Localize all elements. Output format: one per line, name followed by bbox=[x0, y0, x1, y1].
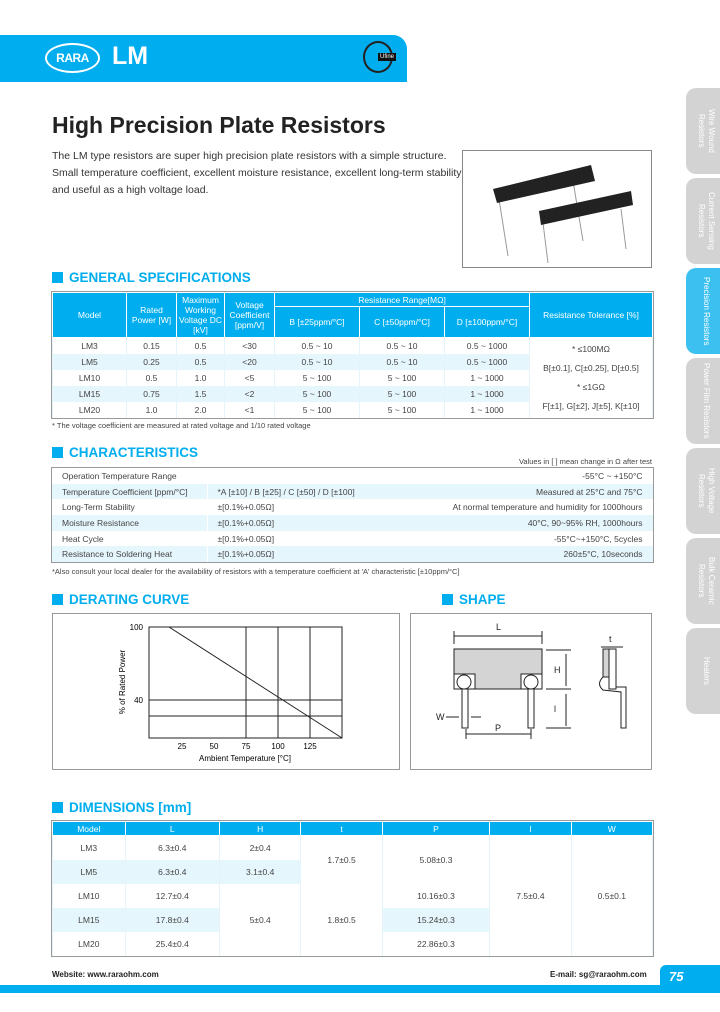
table-cell: LM10 bbox=[53, 370, 127, 386]
tolerance-cell bbox=[530, 338, 653, 418]
table-row bbox=[52, 484, 653, 500]
side-tab[interactable]: Power Film Resistors bbox=[686, 358, 720, 444]
table-cell: LM5 bbox=[53, 354, 127, 370]
table-row bbox=[52, 515, 653, 531]
table-cell: 40°C, 90~95% RH, 1000hours bbox=[398, 515, 652, 531]
dim-label-L: L bbox=[496, 622, 502, 632]
characteristics-note: *Also consult your local dealer for the availability of resistors with a temperature coefficient at 'A' characteristic [±10ppm/°C] bbox=[52, 567, 460, 576]
dimensions-heading bbox=[52, 800, 191, 815]
cell-t: 1.8±0.5 bbox=[301, 884, 382, 956]
side-tab[interactable]: Current Sensing Resistors bbox=[686, 178, 720, 264]
table-cell: <20 bbox=[225, 354, 275, 370]
tolerance-line: * ≤1GΩ bbox=[576, 381, 606, 392]
cell-W: 0.5±0.1 bbox=[571, 836, 652, 956]
table-cell: 0.25 bbox=[127, 354, 177, 370]
cell-P: 22.86±0.3 bbox=[382, 932, 490, 956]
table-cell: *A [±10] / B [±25] / C [±50] / D [±100] bbox=[207, 484, 398, 500]
xtick: 25 bbox=[177, 742, 187, 751]
cell-model: LM5 bbox=[53, 860, 126, 884]
col-model: Model bbox=[53, 293, 127, 338]
cell-t: 1.7±0.5 bbox=[301, 836, 382, 884]
table-cell: 5 ~ 100 bbox=[275, 386, 360, 402]
col-header: P bbox=[382, 822, 490, 836]
table-cell: 5 ~ 100 bbox=[275, 370, 360, 386]
table-cell: 1.0 bbox=[177, 370, 225, 386]
table-cell: 1 ~ 1000 bbox=[445, 386, 530, 402]
table-cell: Long-Term Stability bbox=[52, 499, 207, 515]
table-cell: 5 ~ 100 bbox=[360, 402, 445, 418]
heading-text: DIMENSIONS [mm] bbox=[69, 800, 192, 815]
ytick-100: 100 bbox=[129, 623, 143, 632]
table-cell: Moisture Resistance bbox=[52, 515, 207, 531]
xtick: 125 bbox=[303, 742, 317, 751]
table-cell: ±[0.1%+0.05Ω] bbox=[217, 533, 275, 544]
table-cell: 0.5 ~ 1000 bbox=[445, 338, 530, 354]
table-cell: 1.0 bbox=[127, 402, 177, 418]
table-cell: 5 ~ 100 bbox=[360, 370, 445, 386]
page-number: 75 bbox=[660, 965, 720, 993]
brand-logo: RARA bbox=[45, 43, 100, 73]
side-tab[interactable]: Wire Wound Resistors bbox=[686, 88, 720, 174]
cell-L: 6.3±0.4 bbox=[125, 860, 219, 884]
square-bullet-icon bbox=[52, 802, 63, 813]
footer-website: Website: www.raraohm.com bbox=[52, 970, 159, 979]
table-cell: Measured at 25°C and 75°C bbox=[398, 484, 652, 500]
footer-bar bbox=[0, 985, 720, 993]
cell-model: LM3 bbox=[53, 836, 126, 860]
col-c: C [±50ppm/°C] bbox=[360, 307, 445, 338]
col-header: t bbox=[301, 822, 382, 836]
table-cell: ±[0.1%+0.05Ω] bbox=[207, 515, 398, 531]
cell-H: 2±0.4 bbox=[220, 836, 301, 860]
dim-label-W: W bbox=[436, 712, 445, 722]
heading-text: CHARACTERISTICS bbox=[69, 445, 199, 460]
derating-line bbox=[169, 627, 342, 738]
table-cell: 0.15 bbox=[127, 338, 177, 354]
product-photo bbox=[462, 150, 652, 268]
table-row bbox=[53, 338, 653, 354]
table-cell: ±[0.1%+0.05Ω] bbox=[217, 502, 275, 513]
cell-model: LM20 bbox=[53, 932, 126, 956]
table-cell: 0.5 ~ 10 bbox=[275, 338, 360, 354]
shape-heading bbox=[442, 592, 506, 607]
table-cell: 0.5 ~ 10 bbox=[360, 354, 445, 370]
table-cell: 5 ~ 100 bbox=[360, 386, 445, 402]
col-vcoef: Voltage Coefficient [ppm/V] bbox=[225, 293, 275, 338]
table-cell: <30 bbox=[225, 338, 275, 354]
side-tab[interactable]: High Voltage Resistors bbox=[686, 448, 720, 534]
cell-P: 15.24±0.3 bbox=[382, 908, 490, 932]
y-axis-label: % of Rated Power bbox=[118, 649, 127, 715]
table-cell: 1.5 bbox=[177, 386, 225, 402]
square-bullet-icon bbox=[442, 594, 453, 605]
col-voltage: Maximum Working Voltage DC [kV] bbox=[177, 293, 225, 338]
heading-text: GENERAL SPECIFICATIONS bbox=[69, 270, 251, 285]
dim-label-H: H bbox=[554, 665, 561, 675]
cell-L: 6.3±0.4 bbox=[125, 836, 219, 860]
table-cell: ±[0.1%+0.05Ω] bbox=[207, 546, 398, 562]
footer-email: E-mail: sg@raraohm.com bbox=[550, 970, 647, 979]
col-b: B [±25ppm/°C] bbox=[275, 307, 360, 338]
cell-H: 5±0.4 bbox=[220, 884, 301, 956]
intro-text: The LM type resistors are super high precision plate resistors with a simple structure. Small temperature coefficient, excellent moisture resistance, excellent long-term stability and useful as a high voltage load. bbox=[52, 150, 462, 196]
ytick-40: 40 bbox=[134, 696, 143, 705]
shape-diagram bbox=[410, 613, 652, 770]
table-cell: <1 bbox=[225, 402, 275, 418]
table-cell: LM15 bbox=[53, 386, 127, 402]
cell-L: 25.4±0.4 bbox=[125, 932, 219, 956]
table-cell: 260±5°C, 10seconds bbox=[398, 546, 652, 562]
table-cell: LM3 bbox=[53, 338, 127, 354]
table-cell: Heat Cycle bbox=[52, 531, 207, 547]
table-cell: 1 ~ 1000 bbox=[445, 370, 530, 386]
table-cell: 1 ~ 1000 bbox=[445, 402, 530, 418]
table-cell: 0.5 ~ 10 bbox=[360, 338, 445, 354]
characteristics-unit-note: Values in [ ] mean change in Ω after test bbox=[518, 457, 652, 466]
col-range: Resistance Range[MΩ] bbox=[275, 293, 530, 307]
square-bullet-icon bbox=[52, 272, 63, 283]
table-cell: Resistance to Soldering Heat bbox=[52, 546, 207, 562]
dim-label-t: t bbox=[609, 634, 612, 644]
table-cell: 0.5 ~ 1000 bbox=[445, 354, 530, 370]
heading-text: DERATING CURVE bbox=[69, 592, 190, 607]
cell-model: LM15 bbox=[53, 908, 126, 932]
table-cell: <5 bbox=[225, 370, 275, 386]
table-cell: 0.5 bbox=[127, 370, 177, 386]
side-tab[interactable]: Bulk Ceramic Resistors bbox=[686, 538, 720, 624]
characteristics-table bbox=[52, 468, 653, 562]
ufine-badge-icon bbox=[363, 41, 393, 73]
heading-text: SHAPE bbox=[459, 592, 506, 607]
dim-label-l: l bbox=[554, 704, 556, 714]
tolerance-line: F[±1], G[±2], J[±5], K[±10] bbox=[542, 400, 640, 411]
cell-P: 10.16±0.3 bbox=[382, 884, 490, 908]
square-bullet-icon bbox=[52, 594, 63, 605]
table-cell: Operation Temperature Range bbox=[52, 468, 207, 484]
series-name: LM bbox=[112, 42, 149, 70]
general-spec-table bbox=[52, 292, 653, 418]
col-header: W bbox=[571, 822, 652, 836]
col-header: H bbox=[220, 822, 301, 836]
tolerance-line: * ≤100MΩ bbox=[572, 343, 610, 354]
xtick: 100 bbox=[271, 742, 285, 751]
cell-L: 17.8±0.4 bbox=[125, 908, 219, 932]
side-tab[interactable]: Precision Resistors bbox=[686, 268, 720, 354]
col-header: L bbox=[125, 822, 219, 836]
table-row bbox=[52, 499, 653, 515]
dimensions-table bbox=[52, 821, 653, 956]
col-header: l bbox=[490, 822, 571, 836]
badge-label: Ufine bbox=[380, 54, 395, 60]
table-cell: 0.75 bbox=[127, 386, 177, 402]
table-cell bbox=[207, 468, 398, 484]
table-cell: -55°C ~ +150°C bbox=[582, 470, 643, 481]
table-cell: <2 bbox=[225, 386, 275, 402]
x-axis-label: Ambient Temperature [°C] bbox=[199, 754, 291, 763]
xtick: 75 bbox=[241, 742, 251, 751]
dim-label-P: P bbox=[495, 723, 502, 733]
table-cell: At normal temperature and humidity for 1000hours bbox=[452, 502, 643, 513]
table-row bbox=[52, 531, 653, 547]
side-tab[interactable]: Heaters bbox=[686, 628, 720, 714]
cell-model: LM10 bbox=[53, 884, 126, 908]
cell-L: 12.7±0.4 bbox=[125, 884, 219, 908]
cell-P: 5.08±0.3 bbox=[382, 836, 490, 884]
spec-note: * The voltage coefficient are measured at rated voltage and 1/10 rated voltage bbox=[52, 421, 311, 430]
tolerance-line: B[±0.1], C[±0.25], D[±0.5] bbox=[543, 362, 639, 373]
table-cell: 0.5 bbox=[177, 338, 225, 354]
table-cell: 0.5 ~ 10 bbox=[275, 354, 360, 370]
derating-heading bbox=[52, 592, 189, 607]
col-header: Model bbox=[53, 822, 126, 836]
characteristics-heading bbox=[52, 445, 198, 460]
table-cell: 5 ~ 100 bbox=[275, 402, 360, 418]
table-cell: 0.5 bbox=[177, 354, 225, 370]
cell-H: 3.1±0.4 bbox=[220, 860, 301, 884]
col-power: Rated Power [W] bbox=[127, 293, 177, 338]
table-cell: Temperature Coefficient [ppm/°C] bbox=[52, 484, 207, 500]
page-title: High Precision Plate Resistors bbox=[52, 112, 386, 138]
col-tolerance: Resistance Tolerance [%] bbox=[530, 293, 653, 338]
table-cell: -55°C~+150°C, 5cycles bbox=[553, 533, 643, 544]
table-cell: LM20 bbox=[53, 402, 127, 418]
general-spec-heading bbox=[52, 270, 251, 285]
table-cell: 2.0 bbox=[177, 402, 225, 418]
square-bullet-icon bbox=[52, 447, 63, 458]
xtick: 50 bbox=[209, 742, 219, 751]
table-row bbox=[52, 546, 653, 562]
col-d: D [±100ppm/°C] bbox=[445, 307, 530, 338]
table-row bbox=[52, 468, 653, 484]
cell-l: 7.5±0.4 bbox=[490, 836, 571, 956]
derating-curve-diagram bbox=[52, 613, 400, 770]
